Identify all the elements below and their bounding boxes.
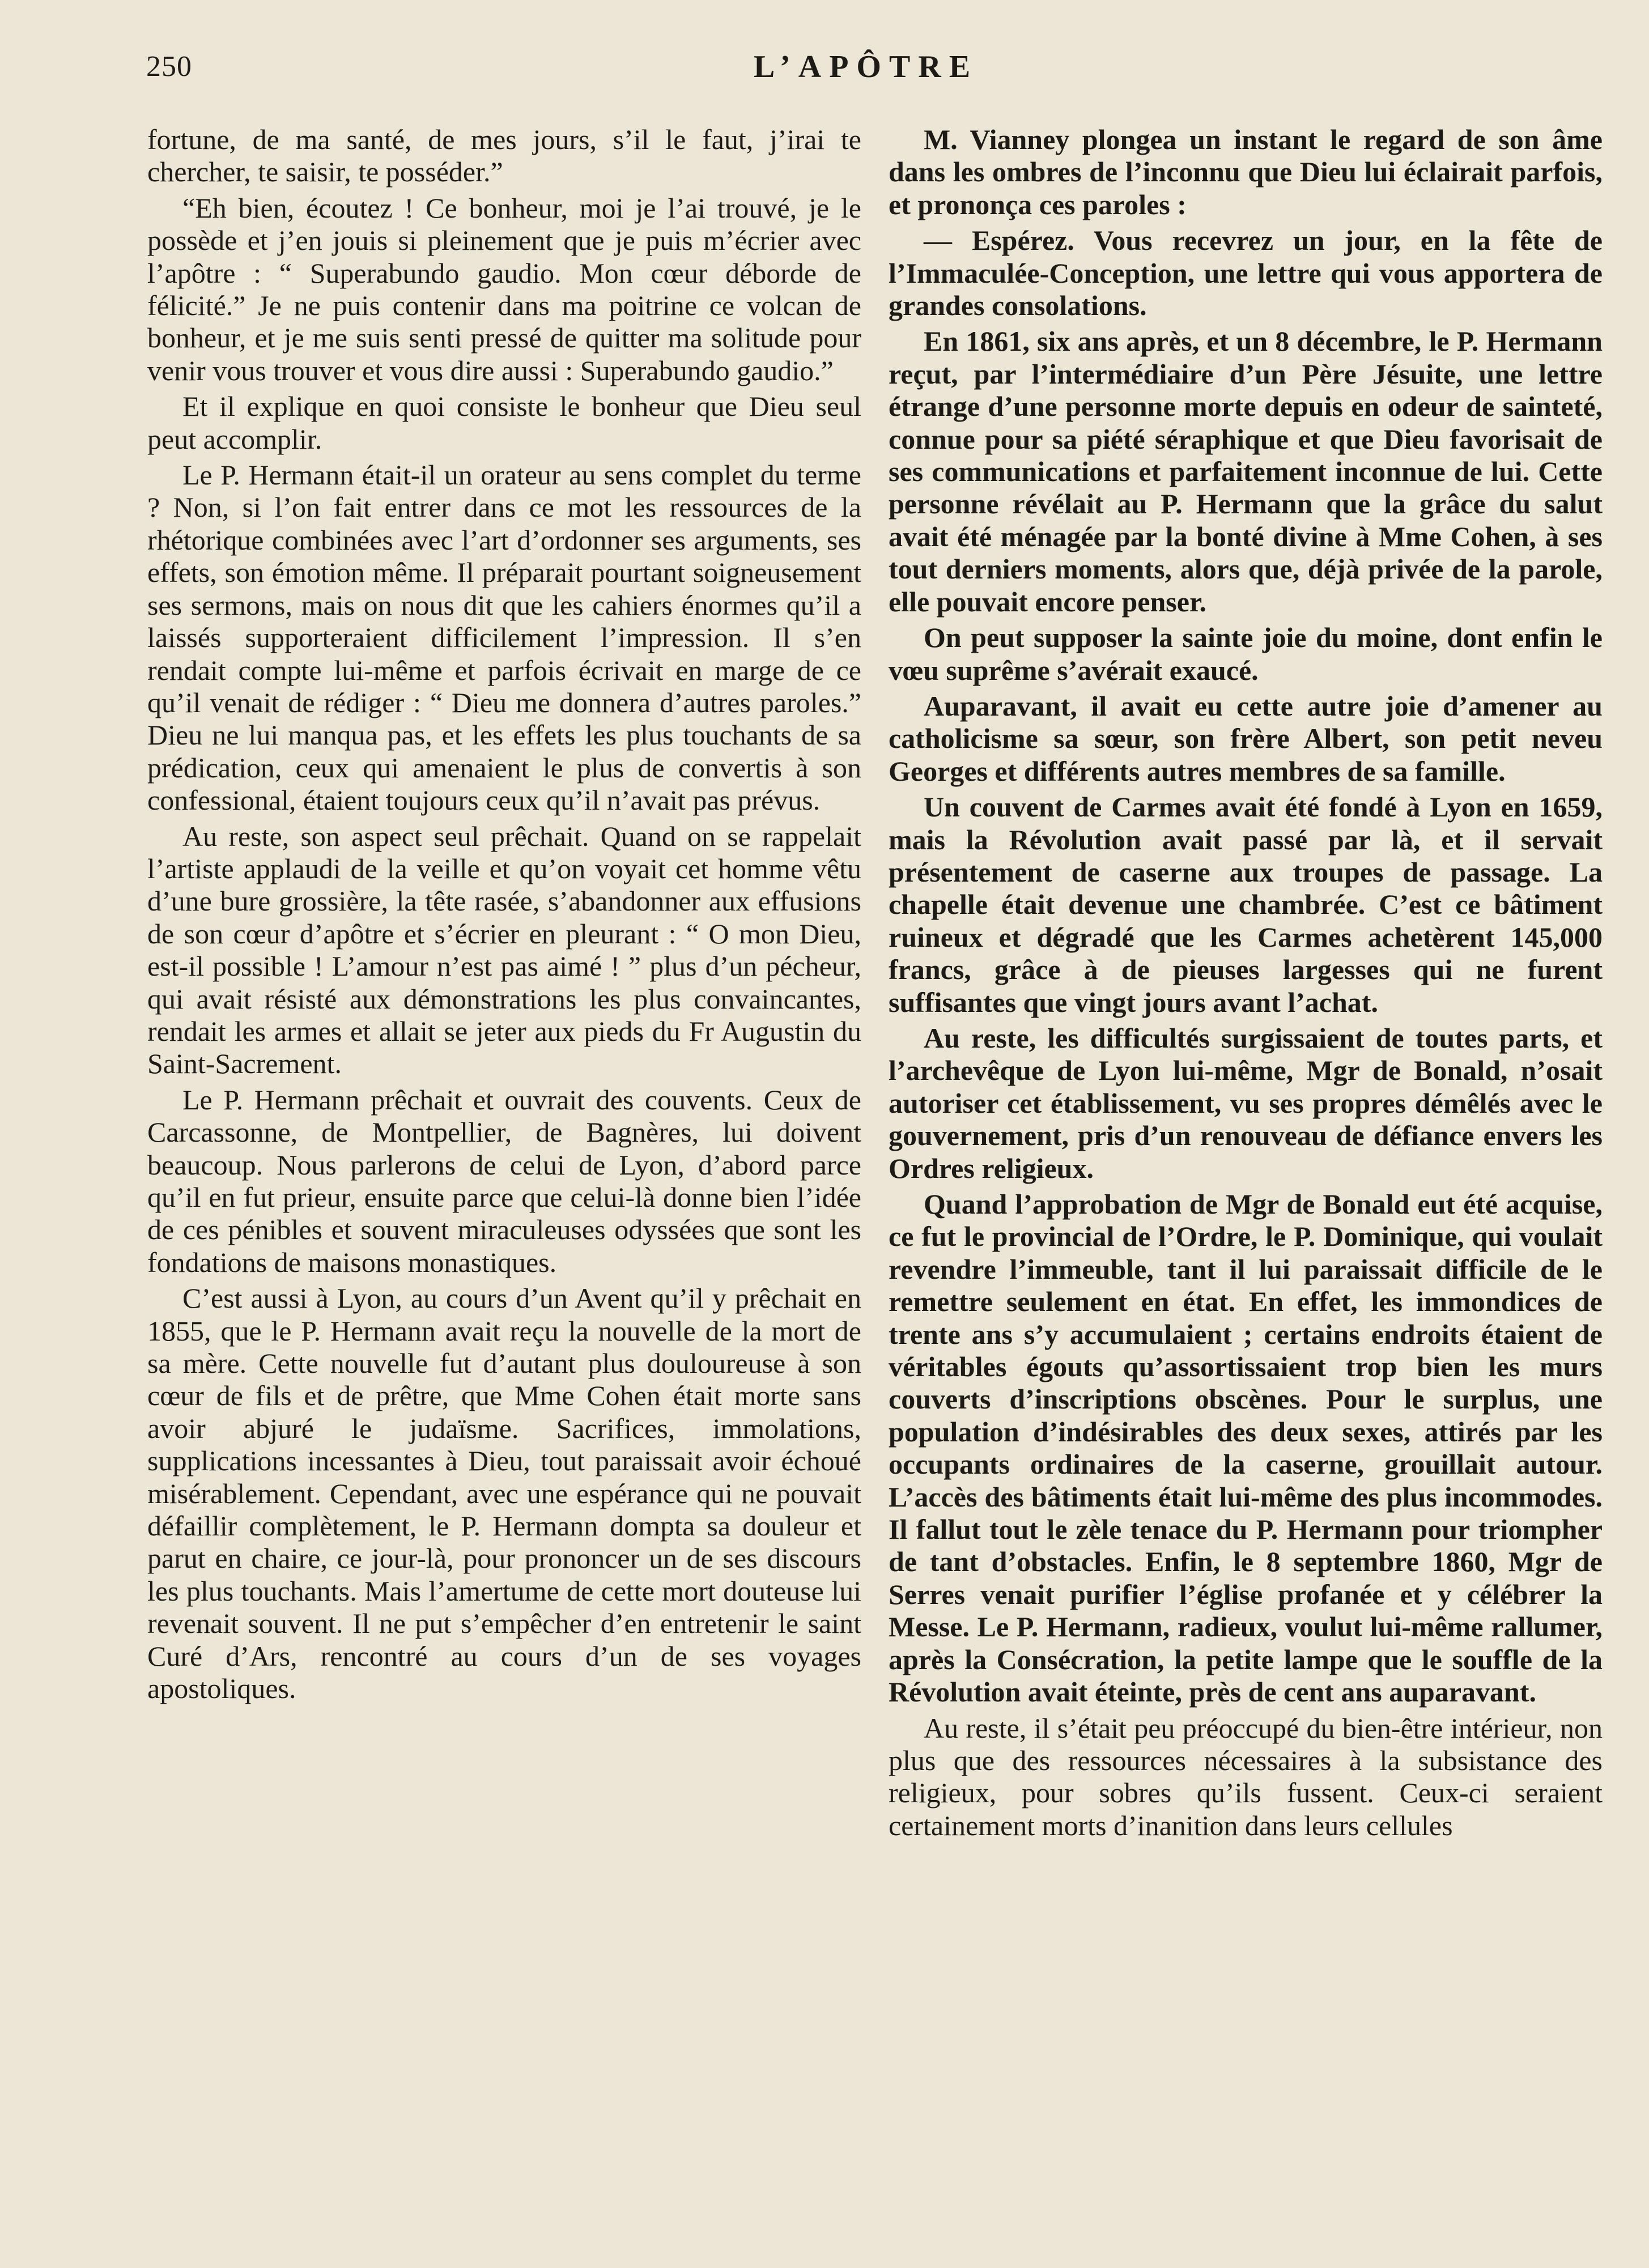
paragraph: On peut supposer la sainte joie du moine, dont enfin le vœu suprême s’avérait exaucé. bbox=[889, 622, 1603, 686]
page-header bbox=[146, 44, 1586, 95]
paragraph: En 1861, six ans après, et un 8 décembre, le P. Hermann reçut, par l’intermédiaire d’un Père Jésuite, une lettre étrange d’une personne morte depuis en odeur de sainteté, connue pour sa piété séraphique et que Dieu favorisait de ses communications et parfaitement inconnue de lui. Cette personne révélait au P. Hermann que la grâce du salut avait été ménagée par la bonté divine à Mme Cohen, à ses tout derniers moments, alors que, déjà privée de la parole, elle pouvait encore penser. bbox=[889, 325, 1603, 618]
paragraph: Le P. Hermann était-il un orateur au sens complet du terme ? Non, si l’on fait entrer dans ce mot les ressources de la rhétorique combinées avec l’art d’ordonner ses arguments, ses effets, son émotion même. Il préparait pourtant soigneusement ses sermons, mais on nous dit que les cahiers énormes qu’il a laissés supporteraient difficilement l’impression. Il s’en rendait compte lui-même et parfois écrivait en marge de ce qu’il venait de rédiger : “ Dieu me donnera d’autres paroles.” Dieu ne lui manqua pas, et les effets les plus touchants de sa prédication, ceux qui amenaient le plus de convertis à son confessional, étaient toujours ceux qu’il n’avait pas prévus. bbox=[147, 459, 861, 816]
left-column bbox=[147, 124, 861, 1709]
paragraph: Et il explique en quoi consiste le bonheur que Dieu seul peut accomplir. bbox=[147, 390, 861, 455]
paragraph: Au reste, les difficultés surgissaient de toutes parts, et l’archevêque de Lyon lui-même, Mgr de Bonald, n’osait autoriser cet établissement, vu ses propres démêlés avec le gouvernement, pris d’un renouveau de défiance envers les Ordres religieux. bbox=[889, 1022, 1603, 1184]
paragraph: — Espérez. Vous recevrez un jour, en la fête de l’Immaculée-Conception, une lettre qui vous apportera de grandes consolations. bbox=[889, 224, 1603, 322]
paragraph: Le P. Hermann prêchait et ouvrait des couvents. Ceux de Carcassonne, de Montpellier, de Bagnères, lui doivent beaucoup. Nous parlerons de celui de Lyon, d’abord parce qu’il en fut prieur, ensuite parce que celui-là donne bien l’idée de ces pénibles et souvent miraculeuses odyssées que sont les fondations de maisons monastiques. bbox=[147, 1083, 861, 1278]
right-column bbox=[889, 124, 1603, 1845]
paragraph: “Eh bien, écoutez ! Ce bonheur, moi je l’ai trouvé, je le possède et j’en jouis si pleinement que je puis m’écrier avec l’apôtre : “ Superabundo gaudio. Mon cœur déborde de félicité.” Je ne puis contenir dans ma poitrine ce volcan de bonheur, et je me suis senti pressé de quitter ma solitude pour venir vous trouver et vous dire aussi : Superabundo gaudio.” bbox=[147, 192, 861, 386]
paragraph: Auparavant, il avait eu cette autre joie d’amener au catholicisme sa sœur, son frère Albert, son petit neveu Georges et différents autres membres de sa famille. bbox=[889, 690, 1603, 787]
page-number: 250 bbox=[146, 50, 192, 83]
paragraph: M. Vianney plongea un instant le regard de son âme dans les ombres de l’inconnu que Dieu lui éclairait parfois, et prononça ces paroles : bbox=[889, 124, 1603, 220]
paragraph: Au reste, son aspect seul prêchait. Quand on se rappelait l’artiste applaudi de la veille et qu’on voyait cet homme vêtu d’une bure grossière, la tête rasée, s’abandonner aux effusions de son cœur d’apôtre et s’écrier en pleurant : “ O mon Dieu, est-il possible ! L’amour n’est pas aimé ! ” plus d’un pécheur, qui avait résisté aux démonstrations les plus convaincantes, rendait les armes et allait se jeter aux pieds du Fr Augustin du Saint-Sacrement. bbox=[147, 820, 861, 1080]
paragraph: Quand l’approbation de Mgr de Bonald eut été acquise, ce fut le provincial de l’Ordre, le P. Dominique, qui voulait revendre l’immeuble, tant il lui paraissait difficile de le remettre seulement en état. En effet, les immondices de trente ans s’y accumulaient ; certains endroits étaient de véritables égouts qu’assortissaient trop bien les murs couverts d’inscriptions obscènes. Pour le surplus, une population d’indésirables des deux sexes, attirés par les occupants ordinaires de la caserne, grouillait autour. L’accès des bâtiments était lui-même des plus incommodes. Il fallut tout le zèle tenace du P. Hermann pour triompher de tant d’obstacles. Enfin, le 8 septembre 1860, Mgr de Serres venait purifier l’église profanée et y célébrer la Messe. Le P. Hermann, radieux, voulut lui-même rallumer, après la Consécration, la petite lampe que le souffle de la Révolution avait éteinte, près de cent ans auparavant. bbox=[889, 1188, 1603, 1708]
paragraph: C’est aussi à Lyon, au cours d’un Avent qu’il y prêchait en 1855, que le P. Hermann avait reçu la nouvelle de la mort de sa mère. Cette nouvelle fut d’autant plus douloureuse à son cœur de fils et de prêtre, que Mme Cohen était morte sans avoir abjuré le judaïsme. Sacrifices, immolations, supplications incessantes à Dieu, tout paraissait avoir échoué misérablement. Cependant, avec une espérance qui ne pouvait défaillir complètement, le P. Hermann dompta sa douleur et parut en chaire, ce jour-là, pour prononcer un de ses discours les plus touchants. Mais l’amertume de cette mort douteuse lui revenait souvent. Il ne put s’empêcher d’en entretenir le saint Curé d’Ars, rencontré au cours d’un de ses voyages apostoliques. bbox=[147, 1282, 861, 1705]
paragraph: fortune, de ma santé, de mes jours, s’il le faut, j’irai te chercher, te saisir, te posséder.” bbox=[147, 124, 861, 188]
paragraph: Au reste, il s’était peu préoccupé du bien-être intérieur, non plus que des ressources nécessaires à la subsistance des religieux, pour sobres qu’ils fussent. Ceux-ci seraient certainement morts d’inanition dans leurs cellules bbox=[889, 1712, 1603, 1841]
running-title: L’APÔTRE bbox=[753, 49, 979, 84]
paragraph: Un couvent de Carmes avait été fondé à Lyon en 1659, mais la Révolution avait passé par là, et il servait présentement de caserne aux troupes de passage. La chapelle était devenue une chambrée. C’est ce bâtiment ruineux et dégradé que les Carmes achetèrent 145,000 francs, grâce à de pieuses largesses qui ne furent suffisantes que vingt jours avant l’achat. bbox=[889, 791, 1603, 1018]
